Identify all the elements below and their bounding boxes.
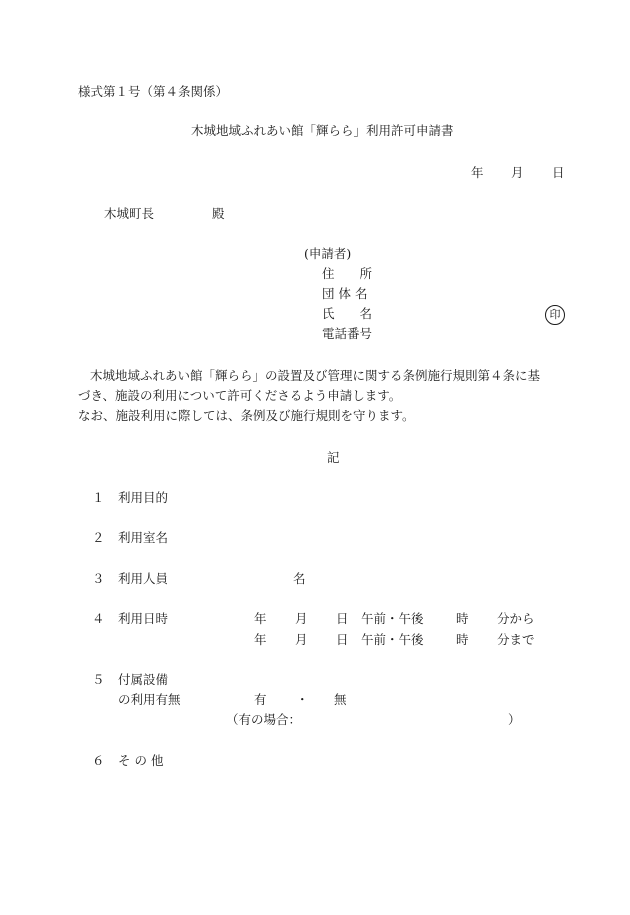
item-number: １ bbox=[92, 490, 105, 505]
item-number: ６ bbox=[92, 753, 105, 768]
end-month: 月 bbox=[295, 632, 308, 647]
item-label-line-2: の利用有無 bbox=[118, 692, 181, 707]
item-label: 利用目的 bbox=[118, 490, 169, 505]
item-label: そ の 他 bbox=[118, 753, 164, 768]
item-number: ５ bbox=[92, 672, 105, 687]
start-day: 日 bbox=[336, 611, 349, 626]
group-name-label: 団 体 名 bbox=[322, 286, 368, 301]
addressee-name: 木城町長 bbox=[104, 206, 155, 221]
applicant-name-label: 氏 名 bbox=[322, 306, 373, 321]
phone-label: 電話番号 bbox=[322, 326, 373, 341]
start-ampm: 午前・午後 bbox=[361, 611, 424, 626]
item-number: ４ bbox=[92, 611, 105, 626]
equipment-yes: 有 bbox=[254, 692, 267, 707]
headcount-unit: 名 bbox=[293, 571, 306, 586]
date-month-label: 月 bbox=[511, 165, 524, 180]
equipment-detail-close: ） bbox=[508, 712, 521, 727]
date-year-label: 年 bbox=[471, 165, 484, 180]
equipment-detail-open: （有の場合： bbox=[226, 712, 302, 727]
item-number: ２ bbox=[92, 530, 105, 545]
address-label: 住 所 bbox=[322, 266, 373, 281]
start-year: 年 bbox=[254, 611, 267, 626]
addressee-honorific: 殿 bbox=[212, 206, 225, 221]
separator-dot: ・ bbox=[296, 692, 309, 707]
date-day-label: 日 bbox=[552, 165, 565, 180]
statement-line-1: 木城地域ふれあい館「輝らら」の設置及び管理に関する条例施行規則第４条に基 bbox=[90, 368, 541, 383]
seal-mark: 印 bbox=[545, 305, 565, 325]
item-label: 利用日時 bbox=[118, 611, 169, 626]
item-label: 付属設備 bbox=[118, 672, 169, 687]
end-year: 年 bbox=[254, 632, 267, 647]
item-label: 利用室名 bbox=[118, 530, 169, 545]
end-day: 日 bbox=[336, 632, 349, 647]
ki-heading: 記 bbox=[327, 450, 340, 465]
equipment-no: 無 bbox=[334, 692, 347, 707]
end-ampm: 午前・午後 bbox=[361, 632, 424, 647]
start-hour: 時 bbox=[456, 611, 469, 626]
end-minute-suffix: 分まで bbox=[497, 632, 535, 647]
form-number: 様式第１号（第４条関係） bbox=[78, 84, 229, 99]
start-minute-suffix: 分から bbox=[497, 611, 535, 626]
statement-line-2: づき、施設の利用について許可くださるよう申請します。 bbox=[78, 388, 402, 403]
statement-line-3: なお、施設利用に際しては、条例及び施行規則を守ります。 bbox=[78, 408, 415, 423]
applicant-heading: (申請者) bbox=[304, 246, 352, 261]
start-month: 月 bbox=[295, 611, 308, 626]
item-label: 利用人員 bbox=[118, 571, 169, 586]
document-title: 木城地域ふれあい館「輝らら」利用許可申請書 bbox=[191, 123, 454, 138]
end-hour: 時 bbox=[456, 632, 469, 647]
item-number: ３ bbox=[92, 571, 105, 586]
